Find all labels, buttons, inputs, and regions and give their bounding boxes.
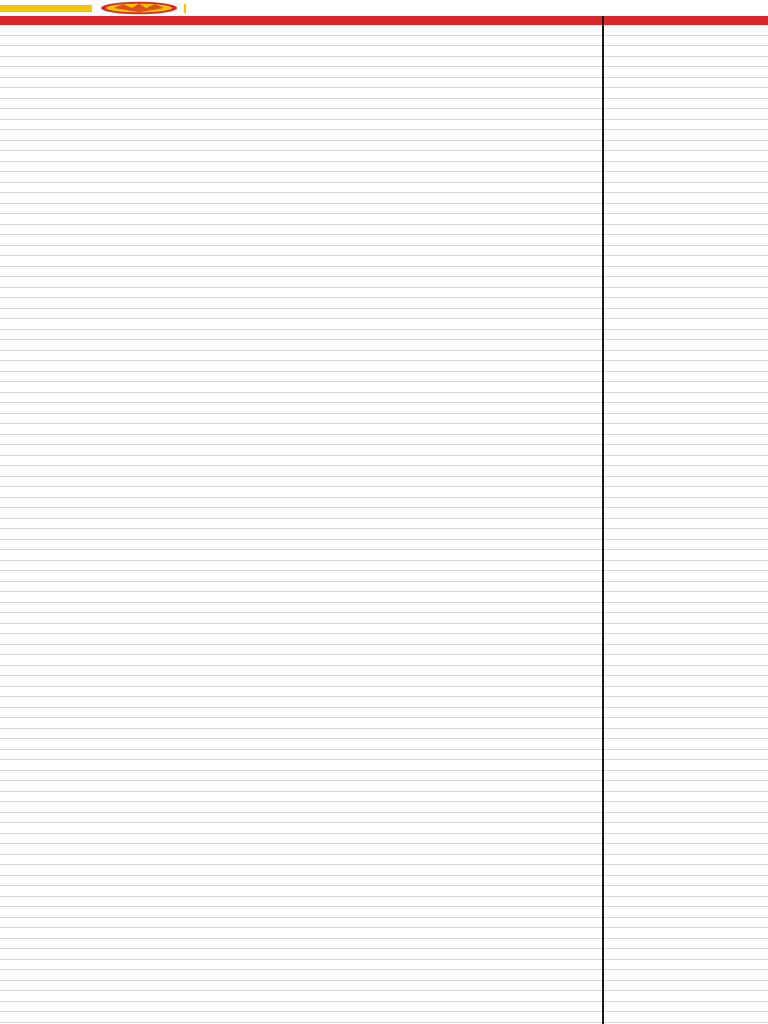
table-row (0, 330, 768, 341)
filial-cell (606, 624, 768, 634)
table-row (0, 960, 768, 971)
filial-cell (606, 802, 768, 812)
filial-cell (606, 414, 768, 424)
table-row (0, 571, 768, 582)
filial-cell (606, 309, 768, 319)
table-row (0, 687, 768, 698)
filial-cell (606, 655, 768, 665)
company-name-cell (8, 886, 598, 896)
company-name-cell (8, 46, 598, 56)
column-header-filial (606, 16, 768, 25)
table-row (0, 424, 768, 435)
company-name-cell (8, 928, 598, 938)
table-row (0, 540, 768, 551)
table-row (0, 130, 768, 141)
table-row (0, 435, 768, 446)
logo-separator (184, 4, 186, 13)
filial-cell (606, 330, 768, 340)
table-row (0, 361, 768, 372)
filial-cell (606, 498, 768, 508)
company-name-cell (8, 907, 598, 917)
table-row (0, 561, 768, 572)
table-row (0, 57, 768, 68)
table-row (0, 477, 768, 488)
company-name-cell (8, 655, 598, 665)
accent-bar (0, 5, 92, 12)
filial-cell (606, 865, 768, 875)
company-name-cell (8, 25, 598, 35)
table-row (0, 403, 768, 414)
table-row (0, 760, 768, 771)
company-name-cell (8, 603, 598, 613)
filial-cell (606, 823, 768, 833)
filial-cell (606, 141, 768, 151)
company-name-cell (8, 1002, 598, 1012)
company-name-cell (8, 802, 598, 812)
table-row (0, 225, 768, 236)
table-row (0, 393, 768, 404)
table-row (0, 78, 768, 89)
company-name-cell (8, 718, 598, 728)
filial-cell (606, 120, 768, 130)
filial-cell (606, 981, 768, 991)
filial-cell (606, 225, 768, 235)
company-name-cell (8, 970, 598, 980)
filial-cell (606, 393, 768, 403)
filial-cell (606, 540, 768, 550)
table-row (0, 204, 768, 215)
table-row (0, 1012, 768, 1023)
table-row (0, 183, 768, 194)
filial-cell (606, 771, 768, 781)
table-row (0, 844, 768, 855)
table-row (0, 592, 768, 603)
company-name-cell (8, 298, 598, 308)
table-row (0, 382, 768, 393)
company-name-cell (8, 172, 598, 182)
company-name-cell (8, 361, 598, 371)
table-row (0, 886, 768, 897)
table-row (0, 813, 768, 824)
company-name-cell (8, 57, 598, 67)
company-name-cell (8, 981, 598, 991)
company-name-cell (8, 645, 598, 655)
filial-cell (606, 582, 768, 592)
table-row (0, 277, 768, 288)
company-name-cell (8, 939, 598, 949)
company-name-cell (8, 382, 598, 392)
table-row (0, 256, 768, 267)
company-name-cell (8, 697, 598, 707)
company-name-cell (8, 550, 598, 560)
company-name-cell (8, 781, 598, 791)
filial-cell (606, 708, 768, 718)
filial-cell (606, 918, 768, 928)
company-name-cell (8, 183, 598, 193)
company-name-cell (8, 876, 598, 886)
table-row (0, 414, 768, 425)
table-row (0, 162, 768, 173)
table-row (0, 1002, 768, 1013)
filial-cell (606, 718, 768, 728)
table-row (0, 582, 768, 593)
filial-cell (606, 183, 768, 193)
table-row (0, 519, 768, 530)
filial-cell (606, 235, 768, 245)
table-row (0, 792, 768, 803)
filial-cell (606, 813, 768, 823)
table-row (0, 99, 768, 110)
filial-cell (606, 739, 768, 749)
filial-cell (606, 298, 768, 308)
company-name-cell (8, 130, 598, 140)
table-row (0, 970, 768, 981)
company-name-cell (8, 204, 598, 214)
filial-cell (606, 246, 768, 256)
filial-cell (606, 487, 768, 497)
filial-cell (606, 88, 768, 98)
company-name-cell (8, 414, 598, 424)
table-row (0, 697, 768, 708)
table-row (0, 25, 768, 36)
table-row (0, 613, 768, 624)
company-name-cell (8, 246, 598, 256)
filial-cell (606, 519, 768, 529)
company-name-cell (8, 162, 598, 172)
filial-cell (606, 949, 768, 959)
filial-cell (606, 319, 768, 329)
filial-cell (606, 834, 768, 844)
filial-cell (606, 78, 768, 88)
company-name-cell (8, 676, 598, 686)
table-row (0, 666, 768, 677)
table-row (0, 907, 768, 918)
filial-cell (606, 844, 768, 854)
company-name-cell (8, 267, 598, 277)
company-name-cell (8, 918, 598, 928)
company-name-cell (8, 340, 598, 350)
filial-cell (606, 477, 768, 487)
filial-cell (606, 876, 768, 886)
company-name-cell (8, 613, 598, 623)
table-row (0, 351, 768, 362)
company-name-cell (8, 67, 598, 77)
table-body (0, 25, 768, 1024)
company-name-cell (8, 330, 598, 340)
table-row (0, 288, 768, 299)
company-name-cell (8, 393, 598, 403)
table-row (0, 981, 768, 992)
table-row (0, 897, 768, 908)
company-name-cell (8, 109, 598, 119)
table-row (0, 36, 768, 47)
filial-cell (606, 151, 768, 161)
filial-cell (606, 897, 768, 907)
table-row (0, 645, 768, 656)
table-row (0, 603, 768, 614)
table-row (0, 67, 768, 78)
table-row (0, 739, 768, 750)
company-name-cell (8, 403, 598, 413)
company-name-cell (8, 498, 598, 508)
table-row (0, 372, 768, 383)
filial-cell (606, 193, 768, 203)
table-row (0, 718, 768, 729)
table-row (0, 120, 768, 131)
filial-cell (606, 214, 768, 224)
filial-cell (606, 288, 768, 298)
company-name-cell (8, 445, 598, 455)
filial-cell (606, 162, 768, 172)
company-name-cell (8, 225, 598, 235)
filial-cell (606, 372, 768, 382)
document-header (0, 0, 768, 16)
table-row (0, 456, 768, 467)
company-name-cell (8, 120, 598, 130)
company-name-cell (8, 151, 598, 161)
table-row (0, 46, 768, 57)
filial-cell (606, 277, 768, 287)
filial-cell (606, 855, 768, 865)
filial-cell (606, 561, 768, 571)
table-row (0, 865, 768, 876)
table-row (0, 246, 768, 257)
table-row (0, 655, 768, 666)
document-title (222, 1, 752, 15)
filial-cell (606, 781, 768, 791)
company-name-cell (8, 487, 598, 497)
filial-cell (606, 46, 768, 56)
table-row (0, 550, 768, 561)
filial-cell (606, 403, 768, 413)
table-row (0, 508, 768, 519)
filial-cell (606, 970, 768, 980)
table-row (0, 151, 768, 162)
table-row (0, 855, 768, 866)
company-name-cell (8, 88, 598, 98)
company-name-cell (8, 739, 598, 749)
column-divider (602, 16, 604, 1024)
filial-cell (606, 697, 768, 707)
table-row (0, 634, 768, 645)
filial-cell (606, 382, 768, 392)
filial-cell (606, 67, 768, 77)
table-row (0, 88, 768, 99)
company-name-cell (8, 99, 598, 109)
table-row (0, 939, 768, 950)
filial-cell (606, 676, 768, 686)
filial-cell (606, 351, 768, 361)
table-row (0, 498, 768, 509)
company-name-cell (8, 277, 598, 287)
filial-cell (606, 729, 768, 739)
company-name-cell (8, 141, 598, 151)
table-row (0, 802, 768, 813)
company-name-cell (8, 771, 598, 781)
filial-cell (606, 760, 768, 770)
company-name-cell (8, 823, 598, 833)
company-name-cell (8, 960, 598, 970)
company-name-cell (8, 456, 598, 466)
filial-cell (606, 204, 768, 214)
table-row (0, 834, 768, 845)
filial-cell (606, 1012, 768, 1022)
filial-cell (606, 99, 768, 109)
company-name-cell (8, 561, 598, 571)
company-name-cell (8, 256, 598, 266)
company-name-cell (8, 529, 598, 539)
table-row (0, 172, 768, 183)
table-row (0, 445, 768, 456)
filial-cell (606, 57, 768, 67)
company-name-cell (8, 193, 598, 203)
filial-cell (606, 256, 768, 266)
table-row (0, 991, 768, 1002)
table-row (0, 529, 768, 540)
company-name-cell (8, 466, 598, 476)
filial-cell (606, 991, 768, 1001)
company-name-cell (8, 540, 598, 550)
filial-cell (606, 907, 768, 917)
filial-cell (606, 792, 768, 802)
table-header (0, 16, 768, 25)
table-row (0, 109, 768, 120)
filial-cell (606, 435, 768, 445)
company-name-cell (8, 235, 598, 245)
company-name-cell (8, 729, 598, 739)
filial-cell (606, 960, 768, 970)
company-name-cell (8, 792, 598, 802)
table-row (0, 235, 768, 246)
filial-cell (606, 25, 768, 35)
filial-cell (606, 466, 768, 476)
company-name-cell (8, 666, 598, 676)
company-name-cell (8, 708, 598, 718)
filial-cell (606, 267, 768, 277)
table-row (0, 624, 768, 635)
filial-cell (606, 666, 768, 676)
company-name-cell (8, 634, 598, 644)
table-row (0, 298, 768, 309)
filial-cell (606, 634, 768, 644)
filial-cell (606, 424, 768, 434)
company-name-cell (8, 435, 598, 445)
filial-cell (606, 645, 768, 655)
filial-cell (606, 340, 768, 350)
company-name-cell (8, 309, 598, 319)
company-name-cell (8, 592, 598, 602)
filial-cell (606, 687, 768, 697)
table-row (0, 267, 768, 278)
filial-cell (606, 529, 768, 539)
table-row (0, 340, 768, 351)
filial-cell (606, 603, 768, 613)
filial-cell (606, 172, 768, 182)
filial-cell (606, 508, 768, 518)
filial-cell (606, 361, 768, 371)
filial-cell (606, 550, 768, 560)
filial-cell (606, 445, 768, 455)
company-name-cell (8, 949, 598, 959)
table-row (0, 214, 768, 225)
company-name-cell (8, 319, 598, 329)
company-name-cell (8, 760, 598, 770)
filial-cell (606, 571, 768, 581)
filial-cell (606, 592, 768, 602)
filial-cell (606, 928, 768, 938)
table-row (0, 781, 768, 792)
table-row (0, 729, 768, 740)
table-row (0, 193, 768, 204)
table-row (0, 876, 768, 887)
table-row (0, 750, 768, 761)
filial-cell (606, 886, 768, 896)
table-row (0, 676, 768, 687)
company-name-cell (8, 214, 598, 224)
filial-cell (606, 1002, 768, 1012)
company-name-cell (8, 477, 598, 487)
table-row (0, 708, 768, 719)
company-name-cell (8, 36, 598, 46)
company-name-cell (8, 750, 598, 760)
table-row (0, 771, 768, 782)
company-name-cell (8, 78, 598, 88)
company-name-cell (8, 424, 598, 434)
company-name-cell (8, 351, 598, 361)
filial-cell (606, 36, 768, 46)
shell-emblem-logo (100, 1, 178, 15)
company-name-cell (8, 571, 598, 581)
table-row (0, 918, 768, 929)
company-name-cell (8, 813, 598, 823)
filial-cell (606, 613, 768, 623)
company-name-cell (8, 508, 598, 518)
company-name-cell (8, 582, 598, 592)
company-name-cell (8, 844, 598, 854)
table-row (0, 823, 768, 834)
table-row (0, 141, 768, 152)
company-name-cell (8, 372, 598, 382)
filial-cell (606, 939, 768, 949)
company-name-cell (8, 288, 598, 298)
company-name-cell (8, 624, 598, 634)
filial-cell (606, 456, 768, 466)
table-row (0, 928, 768, 939)
company-name-cell (8, 855, 598, 865)
company-name-cell (8, 865, 598, 875)
filial-cell (606, 130, 768, 140)
company-name-cell (8, 1012, 598, 1022)
table-row (0, 466, 768, 477)
table-row (0, 487, 768, 498)
table-row (0, 309, 768, 320)
column-header-name (0, 16, 602, 25)
company-table (0, 16, 768, 1024)
company-name-cell (8, 991, 598, 1001)
table-row (0, 319, 768, 330)
company-name-cell (8, 834, 598, 844)
company-name-cell (8, 687, 598, 697)
table-row (0, 949, 768, 960)
filial-cell (606, 109, 768, 119)
company-name-cell (8, 519, 598, 529)
filial-cell (606, 750, 768, 760)
company-name-cell (8, 897, 598, 907)
